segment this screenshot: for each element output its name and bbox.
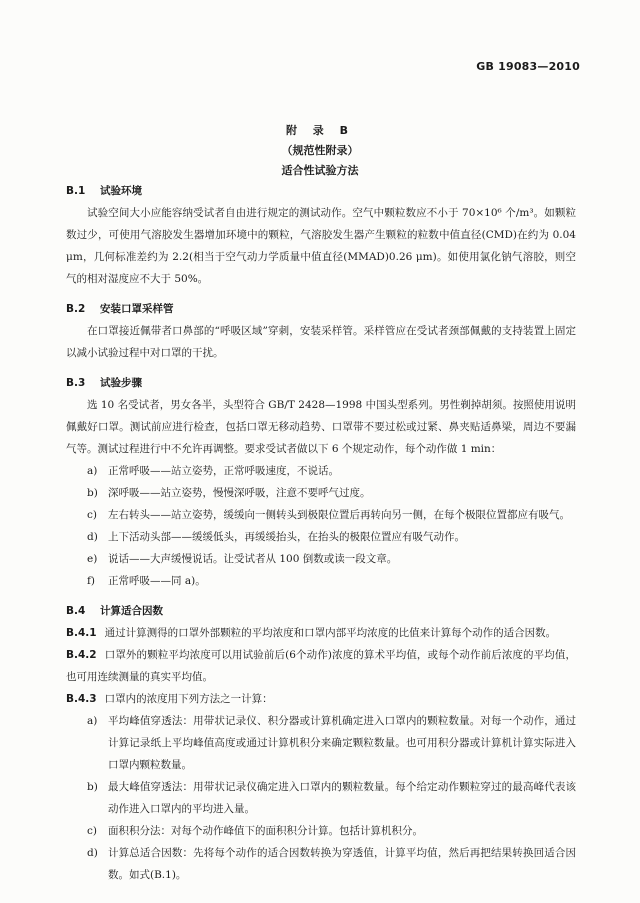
standard-code: GB 19083—2010 <box>476 60 580 73</box>
list-item <box>66 820 576 842</box>
list-marker: e) <box>87 553 98 565</box>
list-item-text: 深呼吸——站立姿势，慢慢深呼吸，注意不要呼气过度。 <box>108 487 371 499</box>
subsection-text: 口罩内的浓度用下列方法之一计算： <box>104 693 273 705</box>
list-item <box>66 504 576 526</box>
section-number: B.2 <box>66 303 86 315</box>
list-marker: d) <box>87 531 98 543</box>
section-number: B.1 <box>66 185 86 197</box>
list-item-text: 正常呼吸——同 a)。 <box>108 575 206 587</box>
list-marker: d) <box>87 847 98 859</box>
list-item <box>66 548 576 570</box>
list-item-text: 计算总适合因数：先将每个动作的适合因数转换为穿透值，计算平均值，然后再把结果转换回适合因数。如式(B.1)。 <box>108 847 576 881</box>
section-title: 试验步骤 <box>100 377 142 389</box>
list-marker: b) <box>87 781 98 793</box>
list-item-text: 说话——大声缓慢说话。让受试者从 100 倒数或读一段文章。 <box>108 553 398 565</box>
subsection-number: B.4.3 <box>66 693 97 705</box>
section-body-b3: 选 10 名受试者，男女各半，头型符合 GB/T 2428—1998 中国头型系列。男性剃掉胡须。按照使用说明佩戴好口罩。测试前应进行检查，包括口罩无移动趋势、口罩带不要过松或过紧、鼻夹贴适鼻梁，周边不要漏气等。测试过程进行中不允许再调整。要求受试者做以下 6 个规定动作，每个动作做 1 min： <box>66 399 576 455</box>
list-item-text: 上下活动头部——缓缓低头，再缓缓抬头，在抬头的极限位置应有吸气动作。 <box>108 531 465 543</box>
list-marker: b) <box>87 487 98 499</box>
list-item-text: 左右转头——站立姿势，缓缓向一侧转头到极限位置后再转向另一侧，在每个极限位置都应有吸气。 <box>108 509 570 521</box>
subsection-number: B.4.1 <box>66 627 97 639</box>
section-number: B.4 <box>66 605 86 617</box>
section-body-b1: 试验空间大小应能容纳受试者自由进行规定的测试动作。空气中颗粒数应不小于 70×10⁶ 个/m³。如颗粒数过少，可使用气溶胶发生器增加环境中的颗粒，气溶胶发生器产生颗粒的粒数中值直径(CMD)在约为 0.04 μm，几何标准差约为 2.2(相当于空气动力学质量中值直径(MMAD)0.26 μm)。如使用氯化钠气溶胶，则空气的相对湿度应不大于 50%。 <box>66 207 576 285</box>
section-body-b2: 在口罩接近佩带者口鼻部的“呼吸区域”穿刺，安装采样管。采样管应在受试者颈部佩戴的支持装置上固定以减小试验过程中对口罩的干扰。 <box>66 325 576 359</box>
list-marker: a) <box>87 715 98 727</box>
list-item-text: 平均峰值穿透法：用带状记录仪、积分器或计算机确定进入口罩内的颗粒数量。对每一个动作，通过计算记录纸上平均峰值高度或通过计算机积分来确定颗粒数量。也可用积分器或计算机计算实际进入口罩内颗粒数量。 <box>108 715 576 771</box>
subsection-number: B.4.2 <box>66 649 97 661</box>
list-item <box>66 482 576 504</box>
list-marker: f) <box>87 575 95 587</box>
annex-heading <box>0 121 640 181</box>
section-title: 试验环境 <box>100 185 142 197</box>
annex-name: 适合性试验方法 <box>281 164 359 177</box>
section-title: 计算适合因数 <box>100 605 163 617</box>
subsection-b4-3 <box>66 688 576 710</box>
subsection-text: 口罩外的颗粒平均浓度可以用试验前后(6个动作)浓度的算术平均值，或每个动作前后浓度的平均值，也可用连续测量的真实平均值。 <box>66 649 576 683</box>
section-title: 安装口罩采样管 <box>100 303 174 315</box>
list-item-text: 面积积分法：对每个动作峰值下的面积积分计算。包括计算机积分。 <box>108 825 423 837</box>
subsection-text: 通过计算测得的口罩外部颗粒的平均浓度和口罩内部平均浓度的比值来计算每个动作的适合因数。 <box>104 627 557 639</box>
list-marker: c) <box>87 825 97 837</box>
subsection-b4-2 <box>66 644 576 688</box>
section-heading-b3 <box>66 372 576 394</box>
list-item <box>66 460 576 482</box>
list-item-text: 最大峰值穿透法：用带状记录仪确定进入口罩内的颗粒数量。每个给定动作颗粒穿过的最高峰代表该动作进入口罩内的平均进入量。 <box>108 781 576 815</box>
annex-title: 附 录 B <box>285 124 355 137</box>
list-marker: a) <box>87 465 98 477</box>
list-item <box>66 570 576 592</box>
list-item <box>66 710 576 776</box>
section-heading-b2 <box>66 298 576 320</box>
list-item-text: 正常呼吸——站立姿势，正常呼吸速度，不说话。 <box>108 465 339 477</box>
list-item <box>66 842 576 886</box>
subsection-b4-1 <box>66 622 576 644</box>
list-item <box>66 776 576 820</box>
document-content <box>66 180 576 886</box>
annex-type: （规范性附录） <box>281 144 359 157</box>
list-item <box>66 526 576 548</box>
section-number: B.3 <box>66 377 86 389</box>
list-marker: c) <box>87 509 97 521</box>
section-heading-b1 <box>66 180 576 202</box>
section-heading-b4 <box>66 600 576 622</box>
